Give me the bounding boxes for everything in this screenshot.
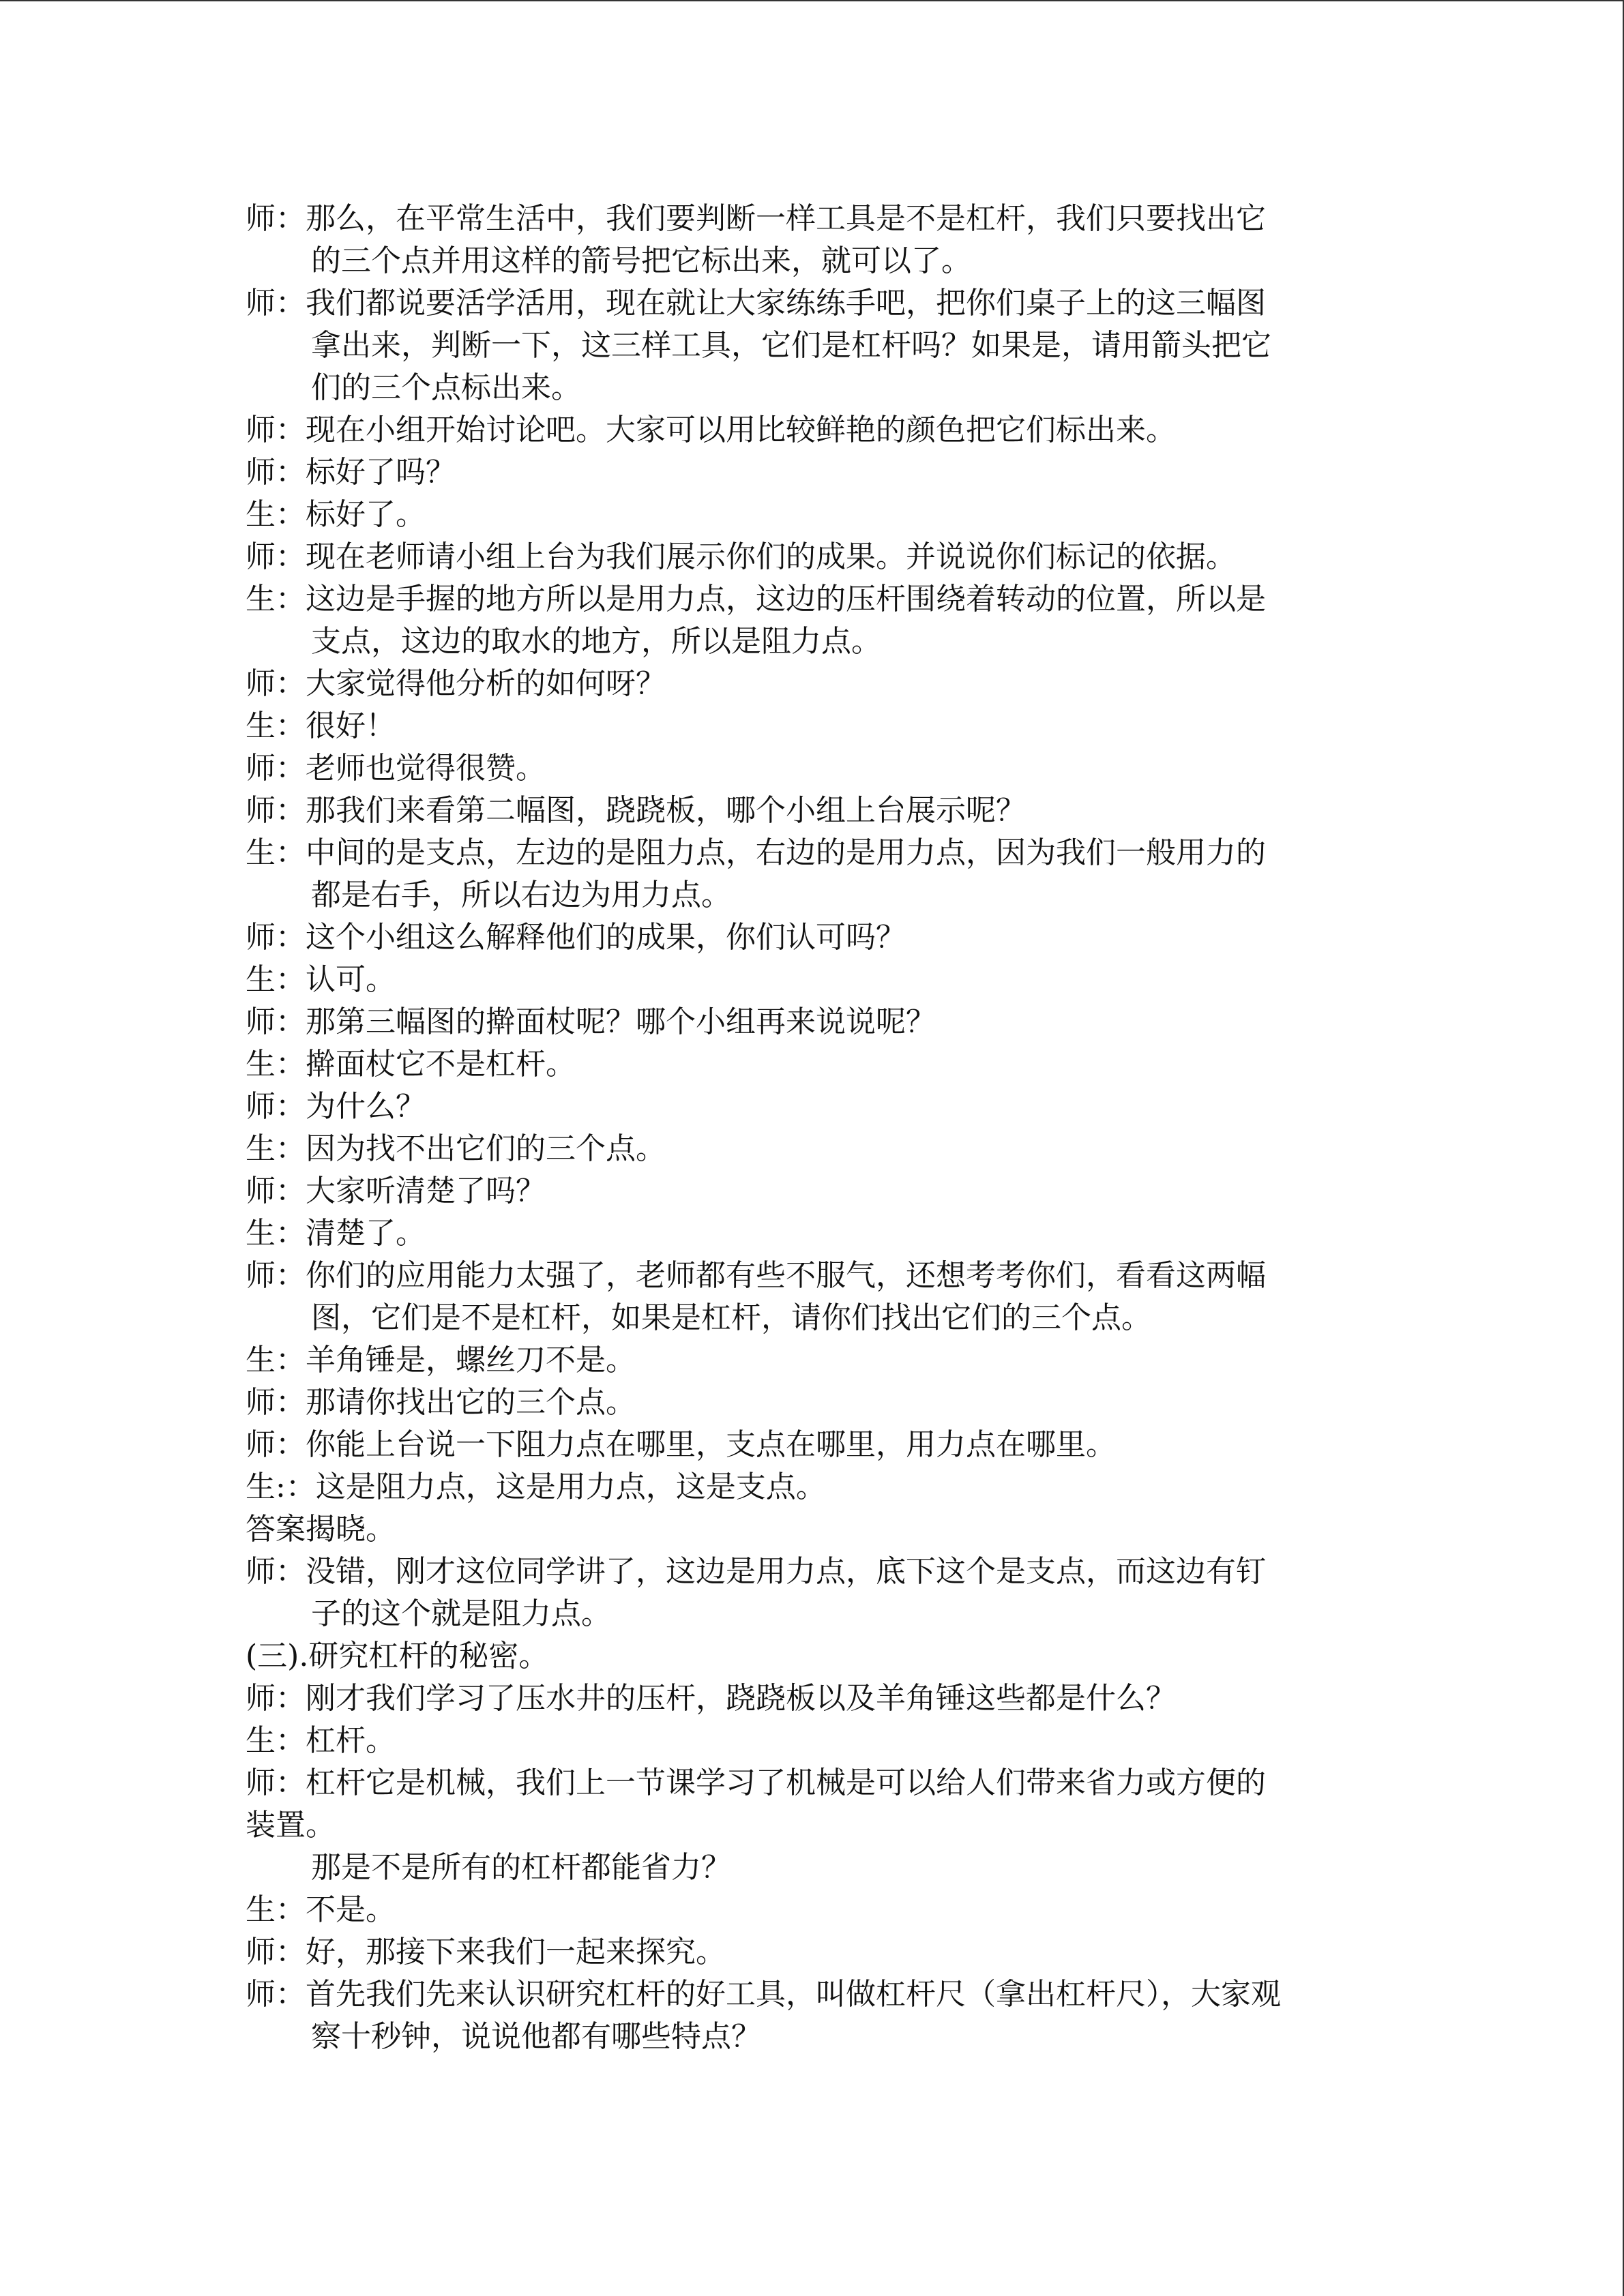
- dialogue-paragraph: [246, 1678, 1378, 1720]
- text-line: 师：老师也觉得很赞。: [246, 751, 546, 786]
- dialogue-paragraph: [246, 1128, 1378, 1170]
- text-line: 师：大家听清楚了吗？: [246, 1174, 546, 1208]
- dialogue-paragraph: [246, 1466, 1378, 1508]
- text-line: 师：你们的应用能力太强了，老师都有些不服气，还想考考你们，看看这两幅: [246, 1258, 1266, 1293]
- text-line: 察十秒钟，说说他都有哪些特点？: [311, 2019, 761, 2054]
- dialogue-paragraph: [246, 1551, 1378, 1635]
- dialogue-paragraph: [246, 832, 1378, 916]
- dialogue-paragraph: [246, 1508, 1378, 1551]
- dialogue-paragraph: [246, 494, 1378, 536]
- dialogue-paragraph: [246, 705, 1378, 747]
- text-line: 师：现在老师请小组上台为我们展示你们的成果。并说说你们标记的依据。: [246, 539, 1236, 574]
- text-line: 们的三个点标出来。: [311, 370, 581, 405]
- dialogue-paragraph: [246, 1001, 1378, 1043]
- text-line: 师：这个小组这么解释他们的成果，你们认可吗？: [246, 920, 906, 955]
- text-line: 装置。: [246, 1808, 336, 1843]
- dialogue-paragraph: [246, 1424, 1378, 1466]
- dialogue-paragraph: [246, 747, 1378, 790]
- text-line: 生：认可。: [246, 962, 396, 997]
- text-line: 师：标好了吗？: [246, 455, 456, 490]
- dialogue-paragraph: [246, 1043, 1378, 1086]
- text-line: 师：大家觉得他分析的如何呀？: [246, 666, 666, 701]
- dialogue-paragraph: [246, 409, 1378, 451]
- text-line: 师：那我们来看第二幅图，跷跷板，哪个小组上台展示呢？: [246, 793, 1026, 828]
- text-line: 生：标好了。: [246, 497, 426, 532]
- dialogue-paragraph: [246, 916, 1378, 959]
- dialogue-paragraph: [246, 1804, 1378, 1847]
- dialogue-paragraph: [246, 1212, 1378, 1255]
- dialogue-paragraph: [246, 1973, 1378, 2058]
- dialogue-paragraph: [246, 1170, 1378, 1212]
- text-line: 拿出来，判断一下，这三样工具，它们是杠杆吗？如果是，请用箭头把它: [311, 328, 1271, 363]
- dialogue-paragraph: [246, 451, 1378, 494]
- text-line: 师：杠杆它是机械，我们上一节课学习了机械是可以给人们带来省力或方便的: [246, 1765, 1266, 1800]
- dialogue-paragraph: [246, 790, 1378, 832]
- text-line: 生：清楚了。: [246, 1216, 426, 1251]
- text-line: 师：我们都说要活学活用，现在就让大家练练手吧，把你们桌子上的这三幅图: [246, 286, 1266, 320]
- text-line: 生：擀面杖它不是杠杆。: [246, 1047, 576, 1082]
- text-line: 师：你能上台说一下阻力点在哪里，支点在哪里，用力点在哪里。: [246, 1427, 1116, 1462]
- dialogue-paragraph: [246, 959, 1378, 1001]
- dialogue-paragraph: [246, 282, 1378, 409]
- text-line: 师：首先我们先来认识研究杠杆的好工具，叫做杠杆尺（拿出杠杆尺），大家观: [246, 1977, 1281, 2012]
- dialogue-paragraph: [246, 1382, 1378, 1424]
- text-line: 师：为什么？: [246, 1089, 426, 1124]
- text-line: 生：羊角锤是，螺丝刀不是。: [246, 1343, 636, 1377]
- dialogue-paragraph: [246, 1086, 1378, 1128]
- text-line: 都是右手，所以右边为用力点。: [311, 878, 731, 912]
- text-line: 师：刚才我们学习了压水井的压杆，跷跷板以及羊角锤这些都是什么？: [246, 1681, 1176, 1716]
- text-line: 生：这边是手握的地方所以是用力点，这边的压杆围绕着转动的位置，所以是: [246, 582, 1266, 616]
- text-line: 生：很好！: [246, 709, 396, 743]
- text-line: 子的这个就是阻力点。: [311, 1596, 611, 1631]
- text-line: 生：中间的是支点，左边的是阻力点，右边的是用力点，因为我们一般用力的: [246, 835, 1266, 870]
- text-line: 的三个点并用这样的箭号把它标出来，就可以了。: [311, 243, 971, 278]
- text-line: 师：现在小组开始讨论吧。大家可以用比较鲜艳的颜色把它们标出来。: [246, 413, 1176, 447]
- dialogue-paragraph: [246, 536, 1378, 578]
- text-line: 支点，这边的取水的地方，所以是阻力点。: [311, 624, 881, 659]
- text-line: 师：那第三幅图的擀面杖呢？哪个小组再来说说呢？: [246, 1004, 936, 1039]
- dialogue-paragraph: [246, 1635, 1378, 1678]
- dialogue-paragraph: [246, 578, 1378, 663]
- text-line: (三).研究杠杆的秘密。: [246, 1639, 549, 1673]
- dialogue-paragraph: [246, 1762, 1378, 1804]
- text-line: 答案揭晓。: [246, 1512, 396, 1547]
- dialogue-paragraph: [246, 1255, 1378, 1339]
- dialogue-paragraph: [246, 1847, 1378, 1889]
- text-line: 师：好，那接下来我们一起来探究。: [246, 1935, 726, 1969]
- dialogue-paragraph: [246, 663, 1378, 705]
- text-line: 生：杠杆。: [246, 1723, 396, 1758]
- dialogue-paragraph: [246, 1720, 1378, 1762]
- text-line: 生:：这是阻力点，这是用力点，这是支点。: [246, 1470, 826, 1504]
- text-line: 那是不是所有的杠杆都能省力？: [311, 1850, 731, 1885]
- dialogue-transcript: [246, 198, 1378, 2058]
- text-line: 图，它们是不是杠杆，如果是杠杆，请你们找出它们的三个点。: [311, 1300, 1151, 1335]
- text-line: 生：因为找不出它们的三个点。: [246, 1131, 666, 1166]
- dialogue-paragraph: [246, 1889, 1378, 1931]
- text-line: 师：那请你找出它的三个点。: [246, 1385, 636, 1420]
- dialogue-paragraph: [246, 198, 1378, 282]
- dialogue-paragraph: [246, 1339, 1378, 1382]
- text-line: 生：不是。: [246, 1892, 396, 1927]
- text-line: 师：没错，刚才这位同学讲了，这边是用力点，底下这个是支点，而这边有钉: [246, 1554, 1266, 1589]
- text-line: 师：那么，在平常生活中，我们要判断一样工具是不是杠杆，我们只要找出它: [246, 201, 1266, 236]
- dialogue-paragraph: [246, 1931, 1378, 1973]
